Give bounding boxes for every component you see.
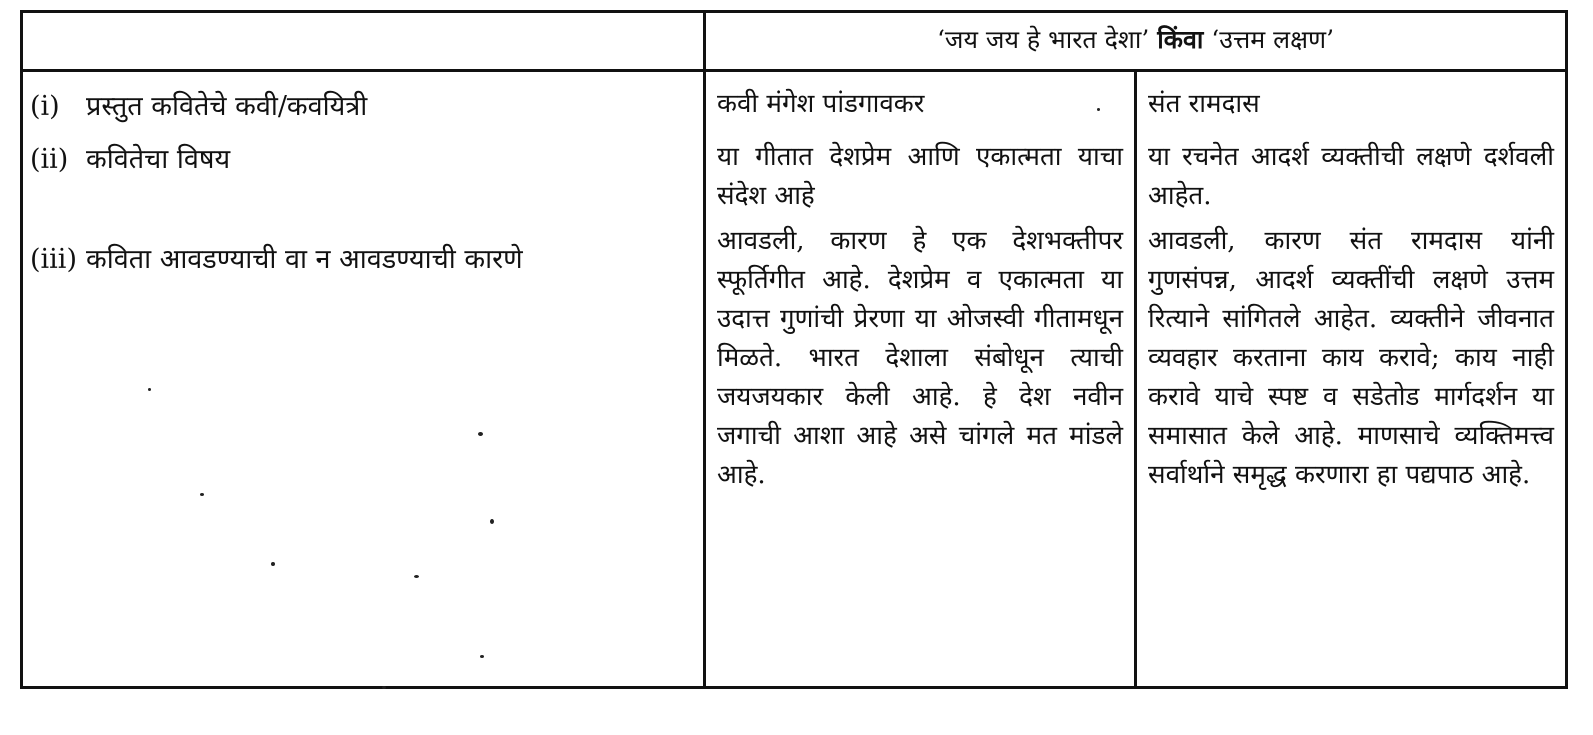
header-row	[22, 12, 1567, 71]
poem2-subject: या रचनेत आदर्श व्यक्तीची लक्षणे दर्शवली आहेत.	[1148, 142, 1554, 211]
scan-speck	[271, 562, 275, 566]
scan-speck	[478, 432, 483, 436]
scan-speck	[1097, 108, 1100, 111]
header-empty-cell	[22, 12, 705, 71]
question-item	[30, 87, 694, 127]
question-item	[30, 140, 694, 180]
question-text: कवितेचा विषय	[86, 144, 231, 175]
poem1-answers-cell	[705, 71, 1136, 688]
poem2-poet: संत रामदास	[1148, 89, 1260, 119]
scan-speck	[414, 575, 419, 578]
question-text: प्रस्तुत कवितेचे कवी/कवयित्री	[86, 91, 368, 122]
poem2-answers-cell	[1136, 71, 1567, 688]
scan-speck	[200, 493, 204, 496]
comparison-table	[20, 10, 1568, 689]
question-number: (iii)	[30, 244, 77, 275]
poem2-reasons: आवडली, कारण संत रामदास यांनी गुणसंपन्न, आदर्श व्यक्तींची लक्षणे उत्तम रित्याने सांगितले आहेत. व्यक्तीने जीवनात व्यवहार करताना काय करावे; काय नाही करावे याचे स्पष्ट व सडेतोड मार्गदर्शन या समासात केले आहे. माणसाचे व्यक्तिमत्त्व सर्वार्थाने समृद्ध करणारा हा पद्यपाठ आहे.	[1148, 226, 1554, 490]
question-text: कविता आवडण्याची वा न आवडण्याची कारणे	[86, 244, 523, 275]
content-row	[22, 71, 1567, 688]
or-label: किंवा	[1157, 25, 1204, 54]
poem2-title: ‘उत्तम लक्षण’	[1211, 25, 1335, 54]
header-title-cell	[705, 12, 1567, 71]
question-number: (i)	[30, 91, 60, 122]
scan-speck	[490, 519, 494, 524]
poem1-title: ‘जय जय हे भारत देशा’	[936, 25, 1150, 54]
poem1-poet: कवी मंगेश पांडगावकर	[717, 89, 925, 119]
question-number: (ii)	[30, 144, 69, 175]
scan-speck	[382, 686, 386, 689]
questions-cell	[22, 71, 705, 688]
header-title	[707, 14, 1564, 56]
poem1-reasons: आवडली, कारण हे एक देशभक्तीपर स्फूर्तिगीत आहे. देशप्रेम व एकात्मता या उदात्त गुणांची प्रेरणा या ओजस्वी गीतामधून मिळते. भारत देशाला संबोधून त्याची जयजयकार केली आहे. हे देश नवीन जगाची आशा आहे असे चांगले मत मांडले आहे.	[717, 226, 1123, 490]
scan-speck	[480, 655, 484, 658]
scan-speck	[148, 388, 151, 391]
poem1-subject: या गीतात देशप्रेम आणि एकात्मता याचा संदेश आहे	[717, 142, 1123, 211]
question-item	[30, 240, 694, 280]
